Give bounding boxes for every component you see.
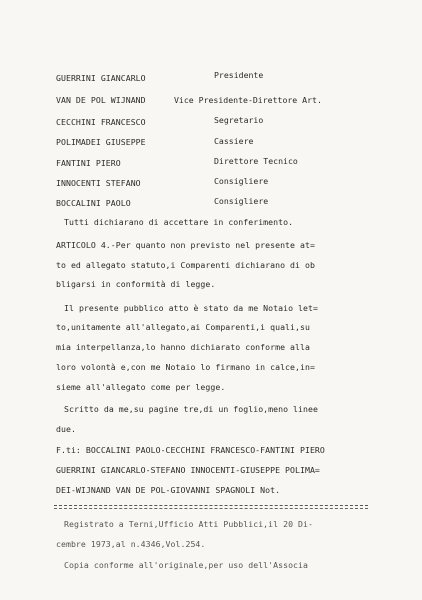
separator-rule <box>54 505 368 506</box>
body-line-5: Il presente pubblico atto è stato da me Notaio let= <box>64 303 318 313</box>
registration-line-3: Copia conforme all'originale,per uso dell'Associa <box>64 560 308 570</box>
body-line-4: bligarsi in conformità di legge. <box>56 279 216 289</box>
separator-rule-2 <box>54 508 368 509</box>
member-role-1: Presidente <box>214 70 264 80</box>
signatures-line-1: F.ti: BOCCALINI PAOLO-CECCHINI FRANCESCO-FANTINI PIERO <box>56 445 325 455</box>
member-name-6: INNOCENTI STEFANO <box>56 178 141 188</box>
body-line-10: Scritto da me,su pagine tre,di un foglio,meno linee <box>64 404 318 414</box>
body-line-2: ARTICOLO 4.-Per quanto non previsto nel presente at= <box>56 240 315 250</box>
member-role-6: Consigliere <box>214 176 269 186</box>
body-line-1: Tutti dichiarano di accettare in conferimento. <box>64 217 294 227</box>
body-line-7: mia interpellanza,lo hanno dichiarato conforme alla <box>56 342 310 352</box>
member-name-2: VAN DE POL WIJNAND <box>56 95 146 105</box>
member-name-1: GUERRINI GIANCARLO <box>56 73 146 83</box>
member-name-4: POLIMADEI GIUSEPPE <box>56 137 146 147</box>
body-line-8: loro volontà e,con me Notaio lo firmano in calce,in= <box>56 362 315 372</box>
member-role-2: Vice Presidente-Direttore Art. <box>174 95 322 105</box>
registration-line-1: Registrato a Terni,Ufficio Atti Pubblici,il 20 Di- <box>64 519 313 529</box>
member-role-4: Cassiere <box>214 136 254 146</box>
body-line-11: due. <box>56 424 76 434</box>
signatures-line-3: DEI-WIJNAND VAN DE POL-GIOVANNI SPAGNOLI Not. <box>56 485 281 495</box>
signatures-line-2: GUERRINI GIANCARLO-STEFANO INNOCENTI-GIUSEPPE POLIMA= <box>56 465 320 475</box>
member-name-5: FANTINI PIERO <box>56 158 121 168</box>
member-role-5: Direttore Tecnico <box>214 156 298 166</box>
member-role-7: Consigliere <box>214 196 269 206</box>
member-name-7: BOCCALINI PAOLO <box>56 198 131 208</box>
member-name-3: CECCHINI FRANCESCO <box>56 117 146 127</box>
body-line-3: to ed allegato statuto,i Comparenti dichiarano di ob <box>56 260 315 270</box>
body-line-9: sieme all'allegato come per legge. <box>56 382 226 392</box>
registration-line-2: cembre 1973,al n.4346,Vol.254. <box>56 539 206 549</box>
member-role-3: Segretario <box>214 115 264 125</box>
body-line-6: to,unitamente all'allegato,ai Comparenti,i quali,su <box>56 322 310 332</box>
